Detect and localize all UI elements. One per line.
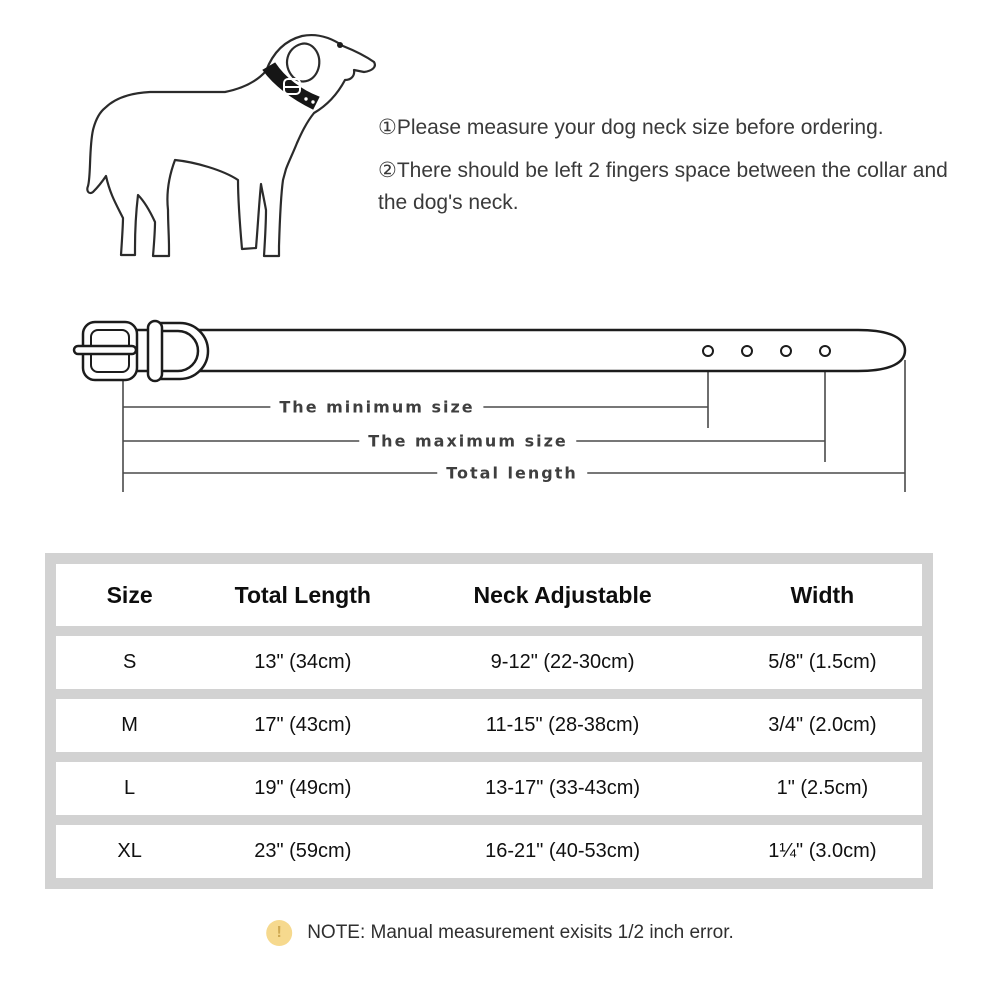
table-row-l [56, 762, 922, 815]
measurement-note [266, 920, 734, 946]
label-minimum-size: The minimum size [270, 398, 483, 417]
collar-diagram [60, 310, 960, 505]
collar-keeper [148, 321, 162, 381]
label-total-length: Total length [437, 464, 587, 483]
table-row-xl [56, 825, 922, 878]
dog-ear [287, 44, 319, 82]
dog-eye [337, 42, 343, 48]
column-header-width: Width [790, 581, 855, 608]
cell-size: S [122, 651, 137, 673]
cell-neck-adjustable: 11-15" (28-38cm) [485, 714, 640, 736]
collar-buckle-pin [74, 346, 136, 354]
cell-width: 5/8" (1.5cm) [768, 651, 877, 673]
column-header-total-length: Total Length [234, 581, 371, 608]
cell-size: M [121, 714, 138, 736]
table-row-s [56, 636, 922, 689]
table-row-m [56, 699, 922, 752]
label-maximum-size: The maximum size [359, 432, 576, 451]
size-table-header [56, 564, 922, 626]
cell-size: XL [117, 840, 142, 862]
size-table [45, 553, 933, 889]
dog-illustration [55, 8, 405, 298]
cell-neck-adjustable: 16-21" (40-53cm) [485, 840, 641, 862]
column-header-neck-adjustable: Neck Adjustable [473, 581, 652, 608]
column-header-size: Size [106, 581, 153, 608]
cell-width: 1¼" (3.0cm) [768, 840, 877, 862]
instruction-step-1: ①Please measure your dog neck size before ordering. [378, 116, 884, 139]
exclamation-icon: ! [266, 920, 292, 946]
cell-total-length: 19" (49cm) [254, 777, 352, 799]
cell-width: 1" (2.5cm) [776, 777, 869, 799]
dog-body-outline [87, 35, 375, 256]
measuring-instructions [378, 112, 963, 230]
instruction-step-2: ②There should be left 2 fingers space between the collar and the dog's neck. [378, 159, 948, 214]
cell-width: 3/4" (2.0cm) [768, 714, 877, 736]
cell-total-length: 13" (34cm) [254, 651, 352, 673]
cell-size: L [124, 777, 136, 799]
cell-neck-adjustable: 9-12" (22-30cm) [490, 651, 635, 673]
note-text: NOTE: Manual measurement exisits 1/2 inch error. [307, 922, 734, 943]
cell-total-length: 17" (43cm) [254, 714, 352, 736]
cell-total-length: 23" (59cm) [254, 840, 352, 862]
cell-neck-adjustable: 13-17" (33-43cm) [485, 777, 641, 799]
collar-d-ring-inner [161, 331, 198, 371]
